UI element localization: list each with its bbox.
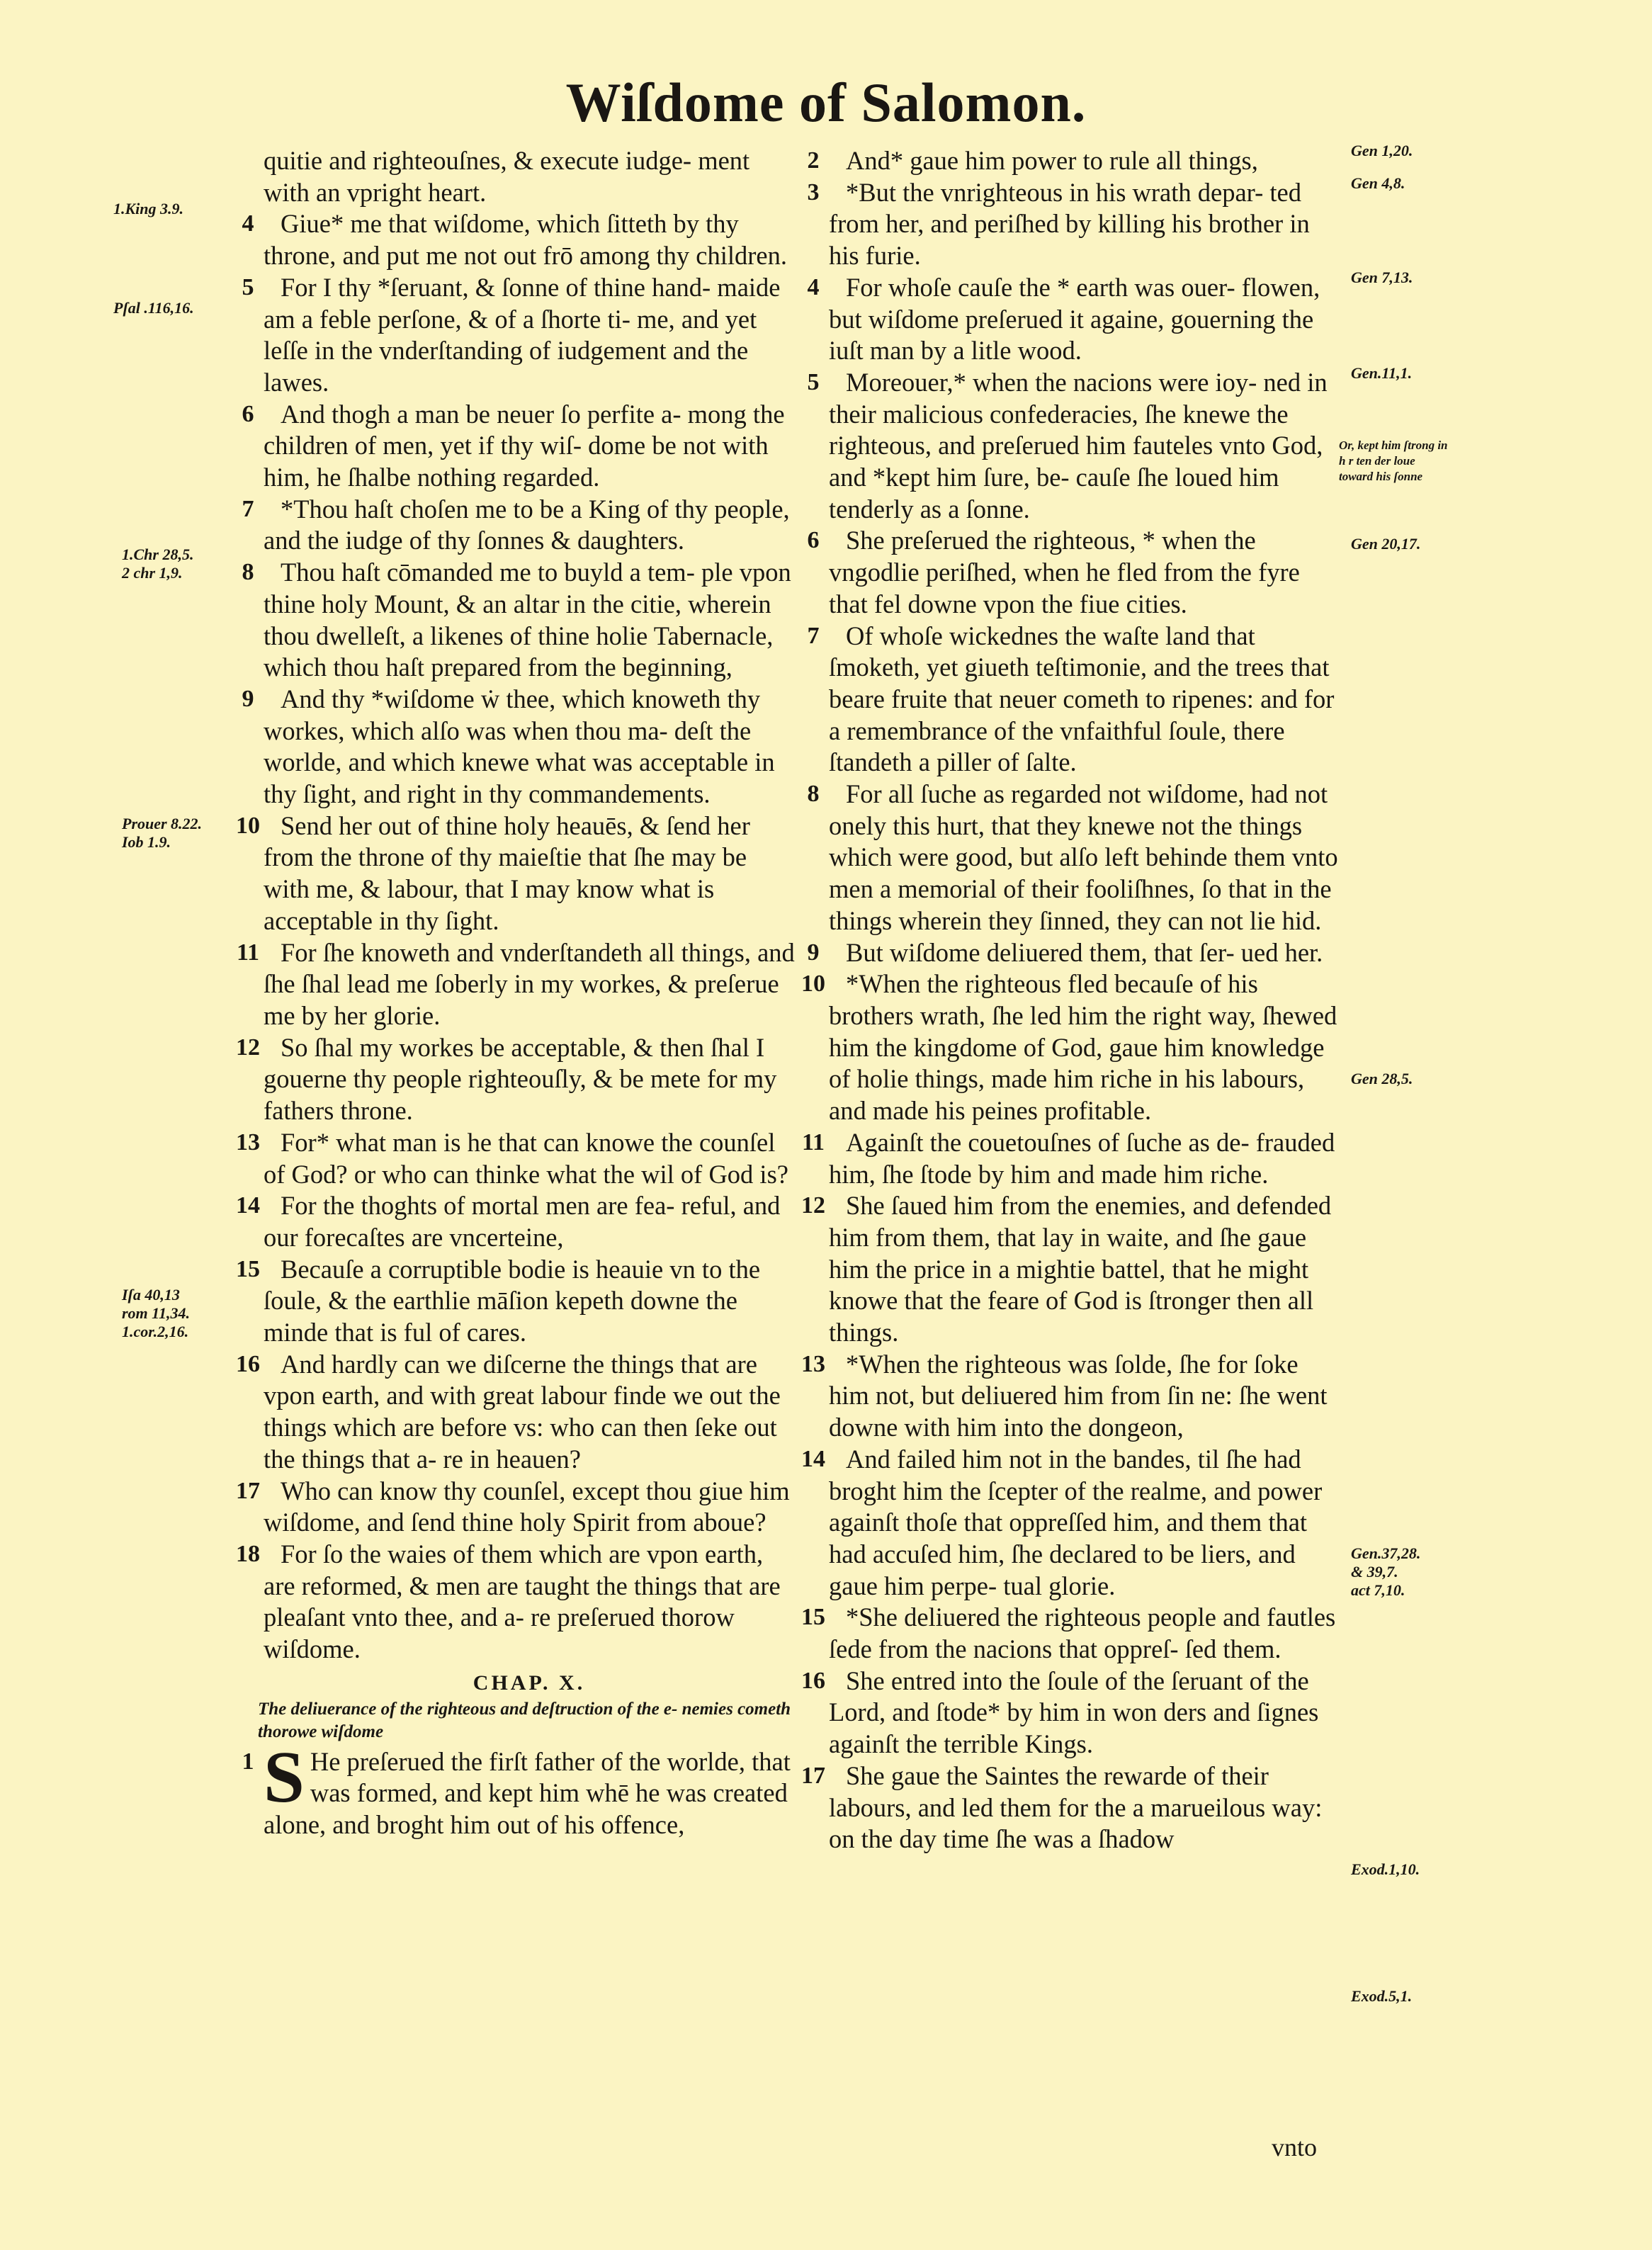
verse-number: 6: [242, 400, 254, 427]
chapter-heading: CHAP. X.: [473, 1670, 586, 1695]
verse-number: 1: [242, 1748, 254, 1775]
verse-text: *She deliuered the righteous people and fautles ſede from the nacions that oppreſ- ſed them.: [829, 1602, 1336, 1664]
verse-9-4: [242, 208, 795, 271]
verse-text: She preſerued the righteous, * when the vngodlie periſhed, when he fled from the fyre that fel downe vpon the fiue cities.: [829, 526, 1300, 618]
verse-text: For I thy *ſeruant, & ſonne of thine hand- maide am a feble perſone, & of a ſhorte ti- me, and yet leſſe in the vnderſtanding of iudgement and the lawes.: [264, 272, 781, 397]
verse-number: 14: [236, 1192, 260, 1219]
verse-number: 15: [236, 1255, 260, 1282]
verse-9-8: [242, 557, 795, 684]
verse-10-3: [807, 177, 1339, 272]
verse-number: 9: [807, 939, 820, 966]
verse-number: 5: [242, 273, 254, 300]
verse-9-3: [264, 145, 795, 208]
chapter-summary: The deliuerance of the righteous and deſtruction of the e- nemies cometh thorowe wiſdome: [258, 1699, 791, 1741]
verse-number: 13: [236, 1129, 260, 1155]
margin-note: Gen 20,17.: [1351, 535, 1421, 553]
margin-note: 1.Chr 28,5. 2 chr 1,9.: [122, 545, 194, 582]
margin-note: Exod.1,10.: [1351, 1860, 1420, 1878]
margin-note: Gen 28,5.: [1351, 1070, 1413, 1087]
verse-number: 3: [807, 179, 820, 205]
verse-number: 13: [801, 1350, 825, 1377]
verse-10-7: [807, 621, 1339, 779]
margin-note: Gen 1,20.: [1351, 142, 1413, 159]
verse-number: 4: [242, 210, 254, 237]
verse-text: And thy *wiſdome ẇ thee, which knoweth thy workes, which alſo was when thou ma- deſt the worlde, and which knewe what was acceptable in thy ſight, and right in thy commandements.: [264, 684, 775, 809]
verse-text: Send her out of thine holy heauēs, & ſend her from the throne of thy maieſtie that ſhe may be with me, & labour, that I may know what is acceptable in thy ſight.: [264, 810, 750, 935]
verse-text: *Thou haſt choſen me to be a King of thy people, and the iudge of thy ſonnes & daughters.: [264, 494, 790, 555]
verse-text: So ſhal my workes be acceptable, & then ſhal I gouerne thy people righteouſly, & be mete for my fathers throne.: [264, 1032, 777, 1126]
verse-number: 5: [807, 368, 820, 395]
verse-text: For* what man is he that can knowe the counſel of God? or who can thinke what the wil of God is?: [264, 1127, 788, 1189]
verse-text: And failed him not in the bandes, til ſhe had broght him the ſcepter of the realme, and power againſt thoſe that oppreſſed him, and them that had accuſed him, ſhe declared to be liers, and gaue him perpe- tual glorie.: [829, 1444, 1323, 1600]
verse-number: 9: [242, 685, 254, 712]
verse-text: Who can know thy counſel, except thou giue him wiſdome, and ſend thine holy Spirit from aboue?: [264, 1476, 790, 1537]
verse-9-16: [236, 1349, 795, 1476]
verse-text: Againſt the couetouſnes of ſuche as de- frauded him, ſhe ſtode by him and made him riche.: [829, 1127, 1335, 1189]
margin-note: Gen 7,13.: [1351, 268, 1413, 286]
verse-text: Giue* me that wiſdome, which ſitteth by thy throne, and put me not out frō among thy children.: [264, 209, 787, 271]
verse-number: 7: [807, 622, 820, 649]
verse-number: 10: [801, 971, 825, 997]
margin-note: Or, kept him ſtrong in h r ten der loue toward his ſonne: [1339, 439, 1448, 483]
margin-note: Prouer 8.22. Iob 1.9.: [122, 815, 203, 851]
verse-number: 18: [236, 1540, 260, 1567]
verse-text: *When the righteous was ſolde, ſhe for ſoke him not, but deliuered him from ſin ne: ſhe went downe with him into the dongeon,: [829, 1349, 1328, 1442]
verse-9-15: [236, 1254, 795, 1349]
verse-number: 2: [807, 147, 820, 174]
verse-text: quitie and righteouſnes, & execute iudge- ment with an vpright heart.: [264, 146, 750, 207]
verse-text: For ſo the waies of them which are vpon earth, are reformed, & men are taught the things that are pleaſant vnto thee, and a- re preſerued thorow wiſdome.: [264, 1539, 781, 1664]
margin-note: Exod.5,1.: [1351, 1987, 1413, 2005]
verse-text: *When the righteous fled becauſe of his brothers wrath, ſhe led him the right way, ſhewed him the kingdome of God, gaue him knowledge of holie things, made him riche in his labours, and made his peines profitable.: [829, 969, 1337, 1126]
verse-number: 12: [801, 1192, 825, 1219]
verse-10-2: [807, 145, 1339, 177]
verse-number: 8: [807, 781, 820, 808]
verse-number: 7: [242, 495, 254, 522]
verse-text: She entred into the ſoule of the ſeruant of the Lord, and ſtode* by him in won ders and ſignes againſt the terrible Kings.: [829, 1666, 1319, 1759]
verse-number: 14: [801, 1445, 825, 1472]
verse-9-17: [236, 1476, 795, 1539]
verse-10-6: [807, 525, 1339, 620]
catchword: vnto: [1272, 2133, 1318, 2161]
verse-number: 4: [807, 273, 820, 300]
verse-text: Of whoſe wickednes the waſte land that ſmoketh, yet giueth teſtimonie, and the trees that beare fruite that neuer cometh to ripenes: and for a remembrance of the vnfaithful ſoule, there ſtandeth a piller of ſalte.: [829, 621, 1335, 777]
verse-9-7: [242, 494, 795, 557]
verse-number: 16: [801, 1667, 825, 1694]
verse-number: 16: [236, 1350, 260, 1377]
verse-number: 12: [236, 1034, 260, 1061]
verse-number: 15: [801, 1604, 825, 1631]
margin-note: Iſa 40,13 rom 11,34. 1.cor.2,16.: [122, 1286, 190, 1340]
verse-text: But wiſdome deliuered them, that ſer- ued her.: [846, 937, 1323, 967]
verse-number: 11: [236, 939, 260, 966]
verse-text: And thogh a man be neuer ſo perfite a- mong the children of men, yet if thy wiſ- dome be not with him, he ſhalbe nothing regarded.: [264, 399, 785, 492]
verse-9-5: [242, 272, 795, 399]
verse-10-8: [807, 779, 1339, 937]
verse-number: 10: [236, 812, 260, 839]
verse-text: For whoſe cauſe the * earth was ouer- flowen, but wiſdome preſerued it againe, gouerning the iuſt man by a litle wood.: [829, 272, 1320, 366]
verse-text: Becauſe a corruptible bodie is heauie vn to the ſoule, & the earthlie māſion kepeth downe the minde that is ful of cares.: [264, 1254, 761, 1347]
verse-10-10: [801, 968, 1339, 1127]
verse-number: 17: [236, 1477, 260, 1504]
verse-9-13: [236, 1127, 795, 1190]
verse-text: Thou haſt cōmanded me to buyld a tem- ple vpon thine holy Mount, & an altar in the citie, wherein thou dwelleſt, a likenes of thine holie Tabernacle, which thou haſt prepared from the beginning,: [264, 558, 791, 682]
left-column: [236, 145, 795, 1841]
margin-note: Gen.11,1.: [1351, 364, 1413, 382]
verse-text: For ſhe knoweth and vnderſtandeth all things, and ſhe ſhal lead me ſoberly in my workes, & preſerue me by her glorie.: [264, 937, 795, 1030]
verse-9-14: [236, 1190, 795, 1253]
verse-10-15: [801, 1602, 1339, 1665]
verse-10-5: [807, 367, 1339, 526]
verse-10-14: [801, 1444, 1339, 1602]
verse-text: She ſaued him from the enemies, and defended him from them, that lay in waite, and ſhe gaue him the price in a mightie battel, that he might knowe that the feare of God is ſtronger then all things.: [829, 1191, 1332, 1347]
verse-number: 8: [242, 559, 254, 586]
verse-10-9: [807, 937, 1339, 969]
verse-number: 11: [801, 1129, 825, 1155]
margin-note: Gen 4,8.: [1351, 174, 1405, 192]
verse-text: *But the vnrighteous in his wrath depar- ted from her, and periſhed by killing his brother in his furie.: [829, 177, 1310, 271]
verse-text: And hardly can we diſcerne the things that are vpon earth, and with great labour finde we out the things which are before vs: who can then ſeke out the things that a- re in heauen?: [264, 1349, 781, 1474]
verse-text: For all ſuche as regarded not wiſdome, had not onely this hurt, that they knewe not the things which were good, but alſo left behinde them vnto men a memorial of their fooliſhnes, ſo that in the things wherein they ſinned, they can not lie hid.: [829, 779, 1338, 935]
verse-text: Moreouer,* when the nacions were ioy- ned in their malicious confederacies, ſhe knewe the righteous, and preſerued him fauteles vnto God, and *kept him ſure, be- cauſe ſhe loued him tenderly as a ſonne.: [829, 367, 1328, 524]
verse-10-4: [807, 272, 1339, 367]
margin-note: 1.King 3.9.: [113, 200, 184, 217]
verse-9-10: [236, 810, 795, 937]
verse-10-12: [801, 1190, 1339, 1349]
verse-text: And* gaue him power to rule all things,: [846, 146, 1258, 175]
page-title: Wiſdome of Salomon.: [565, 72, 1087, 133]
margin-note: Pſal .116,16.: [113, 299, 194, 317]
drop-cap: S: [264, 1736, 305, 1818]
verse-text: He preſerued the firſt father of the worlde, that was formed, and kept him whē he was created alone, and broght him out of his offence,: [264, 1746, 791, 1840]
verse-text: For the thoghts of mortal men are fea- reful, and our forecaſtes are vncerteine,: [264, 1191, 781, 1252]
verse-number: 6: [807, 527, 820, 554]
verse-9-18: [236, 1539, 795, 1666]
verse-10-1: [242, 1736, 795, 1841]
verse-10-17: [801, 1760, 1339, 1855]
verse-9-11: [236, 937, 795, 1032]
right-column: [801, 145, 1339, 1855]
verse-9-6: [242, 399, 795, 494]
verse-9-12: [236, 1032, 795, 1127]
verse-number: 17: [801, 1762, 825, 1789]
verse-9-9: [242, 684, 795, 810]
verse-10-11: [801, 1127, 1339, 1190]
margin-note: Gen.37,28. & 39,7. act 7,10.: [1351, 1544, 1421, 1599]
verse-text: She gaue the Saintes the rewarde of their labours, and led them for the a marueilous way: on the day time ſhe was a ſhadow: [829, 1760, 1323, 1854]
verse-10-13: [801, 1349, 1339, 1444]
verse-10-16: [801, 1666, 1339, 1760]
